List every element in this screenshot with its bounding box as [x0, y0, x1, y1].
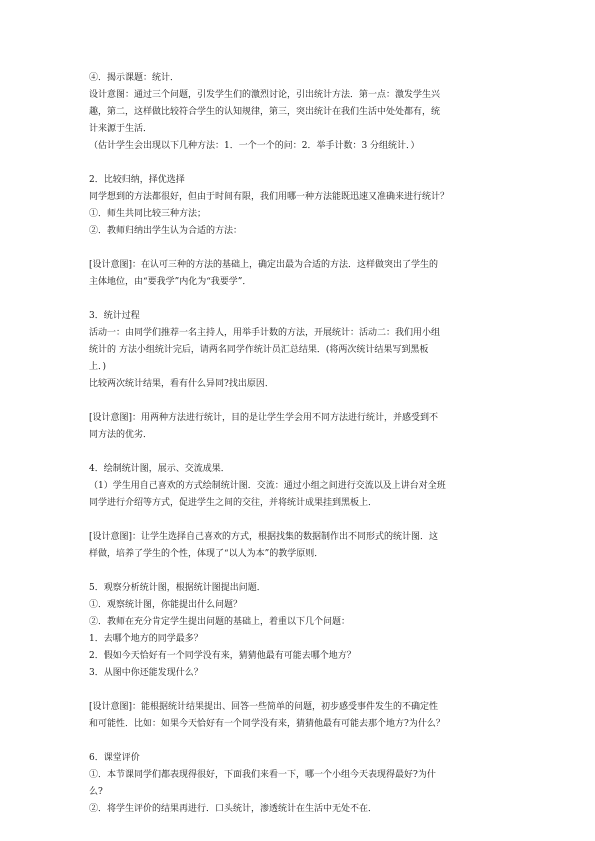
section-heading: 6．课堂评价 — [89, 753, 140, 763]
section-heading: 3．统计过程 — [89, 311, 140, 321]
text-line: 样做，培养了学生的个性，体现了“以人为本”的教学原则． — [89, 549, 324, 559]
text-line: （1）学生用自己喜欢的方式绘制统计图．交流：通过小组之间进行交流以及上讲台对全班 — [89, 481, 446, 491]
text-line: 趣，第二，这样做比较符合学生的认知规律，第三，突出统计在我们生活中处处都有，统 — [89, 107, 441, 117]
text-line: 同学想到的方法都很好，但由于时间有限，我们用哪一种方法能既迅速又准确来进行统计？ — [89, 192, 450, 202]
blank-line — [89, 291, 514, 308]
text-line: 活动一：由同学们推荐一名主持人，用举手计数的方法，开展统计：活动二：我们用小组 — [89, 328, 441, 338]
text-line: 同方法的优劣． — [89, 430, 153, 440]
text-line: [设计意图]：能根据统计结果提出、回答一些简单的问题，初步感受事件发生的不确定性 — [89, 702, 439, 712]
blank-line — [89, 682, 514, 699]
text-line: 主体地位，由“要我学”内化为“我要学”． — [89, 277, 252, 287]
text-line: 计来源于生活． — [89, 124, 153, 134]
text-line: 同学进行介绍等方式，促进学生之间的交往，并将统计成果挂到黑板上． — [89, 498, 378, 508]
blank-line — [89, 444, 514, 461]
blank-line — [89, 240, 514, 257]
section-heading: 5．观察分析统计图，根据统计图提出问题． — [89, 583, 266, 593]
text-line: 2．假如今天恰好有一个同学没有来，猜猜他最有可能去哪个地方？ — [89, 651, 356, 661]
text-line: ①．本节课同学们都表现得很好，下面我们来看一下，哪一个小组今天表现得最好?为什 — [89, 770, 436, 780]
section-heading: 2．比较归纳，择优选择 — [89, 175, 185, 185]
text-line: ②．教师在充分肯定学生提出问题的基础上，着重以下几个问题： — [89, 617, 351, 627]
text-line: 和可能性．比如：如果今天恰好有一个同学没有来，猜猜他最有可能去那个地方?为什么？ — [89, 719, 445, 729]
text-line: 么? — [89, 787, 103, 797]
blank-line — [89, 155, 514, 172]
text-line: ①．观察统计图，你能提出什么问题？ — [89, 600, 243, 610]
text-line: 上．) — [89, 362, 107, 372]
text-line: 3．从图中你还能发现什么？ — [89, 668, 203, 678]
text-line: 比较两次统计结果，看有什么异同?找出原因． — [89, 379, 274, 389]
text-line: [设计意图]：在认可三种的方法的基础上，确定出最为合适的方法．这样做突出了学生的 — [89, 260, 439, 270]
text-line: 统计的 方法小组统计完后，请两名同学作统计员汇总结果．(将两次统计结果写到黑板 — [89, 345, 429, 355]
text-line: ④．揭示课题：统计． — [89, 73, 180, 83]
blank-line — [89, 563, 514, 580]
text-line: [设计意图]：让学生选择自己喜欢的方式，根据找集的数据制作出不同形式的统计图．这 — [89, 532, 439, 542]
text-line: 1．去哪个地方的同学最多？ — [89, 634, 203, 644]
text-line: ②．教师归纳出学生认为合适的方法： — [89, 226, 243, 236]
blank-line — [89, 512, 514, 529]
text-line: [设计意图]：用两种方法进行统计，目的是让学生学会用不同方法进行统计，并感受到不 — [89, 413, 439, 423]
document-body — [89, 70, 514, 818]
section-heading: 4．绘制统计图，展示、交流成果． — [89, 464, 230, 474]
blank-line — [89, 393, 514, 410]
text-line: ②．将学生评价的结果再进行．口头统计，渗透统计在生活中无处不在． — [89, 804, 378, 814]
text-line: （估计学生会出现以下几种方法：1．一个一个的问：2．举手计数：3 分组统计．） — [89, 141, 420, 151]
text-line: ①．师生共同比较三种方法； — [89, 209, 207, 219]
text-line: 设计意图：通过三个问题，引发学生们的激烈讨论，引出统计方法．第一点：激发学生兴 — [89, 90, 441, 100]
blank-line — [89, 733, 514, 750]
